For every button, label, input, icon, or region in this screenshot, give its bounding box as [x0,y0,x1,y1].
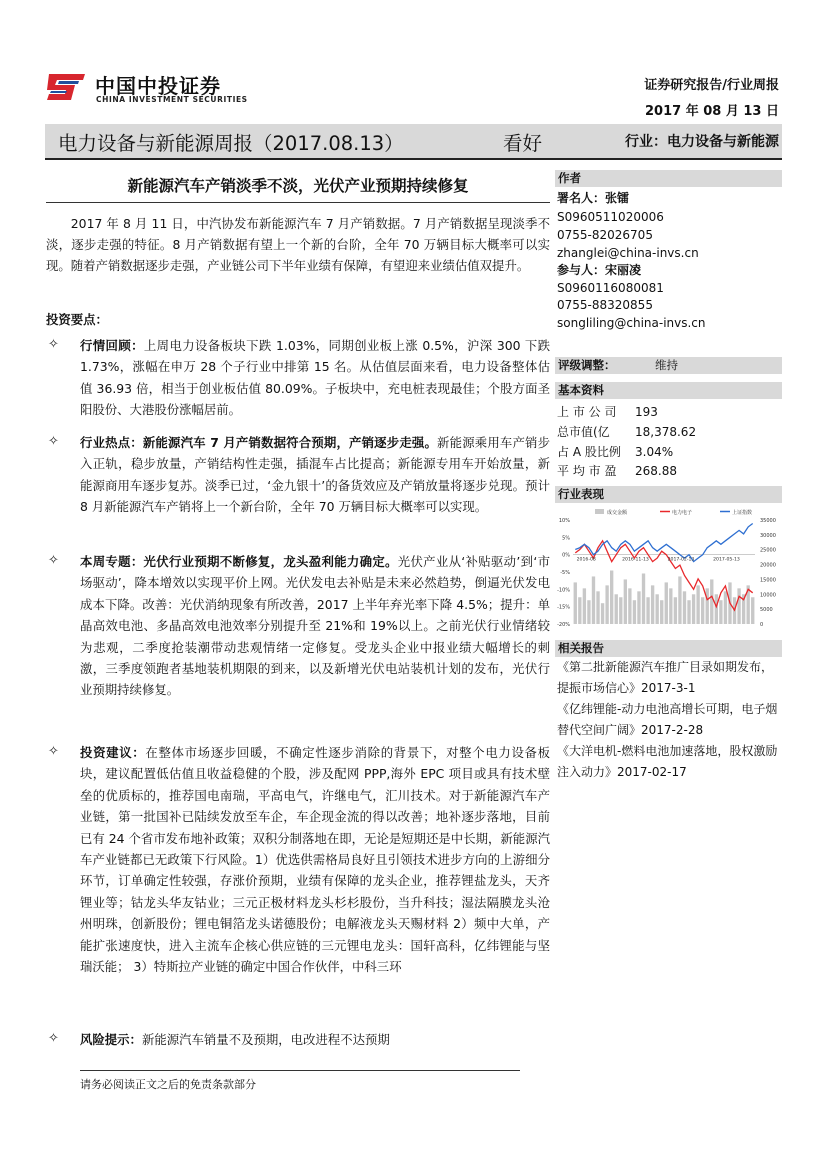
y-left-tick: -15% [557,604,570,611]
x-tick: 2017-02-13 [667,557,695,563]
volume-bar [706,588,709,624]
y-left-tick: -10% [557,587,570,594]
y-left-tick: 5% [562,535,570,542]
rating-adjust-header [555,357,782,374]
y-right-tick: 15000 [760,577,776,584]
bullet-text: 新能源汽车销量不及预期，电改进程不达预期 [141,1032,390,1047]
y-right-tick: 35000 [760,518,776,524]
volume-bar [642,573,645,624]
volume-bar [737,588,740,624]
volume-bar [665,582,668,624]
volume-bar [574,582,577,624]
diamond-bullet-icon: ✧ [48,1031,59,1046]
basic-info-value: 268.88 [635,464,677,478]
diamond-bullet-icon: ✧ [48,337,59,352]
volume-bar [701,597,704,624]
author-role: 署名人：张镭 [557,191,630,205]
y-right-tick: 0 [760,622,764,628]
y-left-tick: -5% [560,570,570,576]
volume-bar [674,597,677,624]
y-left-tick: 10% [558,518,570,524]
volume-bar [687,600,690,624]
intro-paragraph: 2017 年 8 月 11 日，中汽协发布新能源汽车 7 月产销数据。7 月产销数据呈现淡季不淡，逐步走强的特征。8 月产销数据有望上一个新的台阶，全年 70 万辆目标大概率可以实现。随着产销数据逐步走强，产业链公司下半年业绩有保障，有望迎来业绩估值双提升。 [46,216,550,273]
bullet-text: 新能源乘用车产销步入正轨，稳步放量，产销结构性走强，插混车占比提高；新能源专用车开始放量，新能源商用车逐步复苏。淡季已过，‘金九银十’的备货效应及产销放量将逐步兑现。预计 8 月新能源汽车产销将上一个新台阶，全年 70 万辆目标大概率可以实现。 [80,435,551,515]
basic-info-value: 193 [635,405,658,419]
basic-info-row [557,462,677,479]
bullet-title: 行情回顾： [80,338,144,353]
volume-bar [678,576,681,624]
y-left-tick: -20% [557,622,570,628]
rating-adjust-label: 评级调整： [558,358,616,372]
basic-info-key: 平 均 市 盈 [557,464,617,478]
y-right-tick: 10000 [760,592,776,599]
bullet-investment-advice [80,742,550,977]
author-license-id: S0960116080081 [557,281,664,295]
basic-info-key: 总市值(亿 [557,425,610,439]
author-phone: 0755-82026705 [557,228,653,242]
related-report-link[interactable]: 《大洋电机-燃料电池加速落地，股权激励注入动力》2017-02-17 [557,744,778,779]
volume-bar [596,591,599,624]
volume-bar [637,591,640,624]
volume-bar [651,585,654,624]
y-right-tick: 20000 [760,562,776,569]
author-email[interactable]: zhanglei@china-invs.cn [557,246,699,260]
volume-bar [624,579,627,624]
volume-bar [578,597,581,624]
related-reports-header: 相关报告 [555,640,782,657]
bullet-title: 本周专题：光伏行业预期不断修复，龙头盈利能力确定。 [80,554,398,569]
basic-info-key: 占 A 股比例 [557,445,621,459]
bullet-industry-hotspot [80,432,550,518]
volume-bar [619,597,622,624]
related-report-link[interactable]: 《第二批新能源汽车推广目录如期发布，提振市场信心》2017-3-1 [557,660,774,695]
diamond-bullet-icon: ✧ [48,434,59,449]
basic-info-row [557,403,658,420]
logo-english-name: CHINA INVESTMENT SECURITIES [96,95,248,104]
volume-bar [692,594,695,624]
investment-points-label: 投资要点： [46,312,108,327]
volume-bar [719,600,722,624]
disclaimer-note: 请务必阅读正文之后的免责条款部分 [80,1078,256,1091]
author-phone: 0755-88320855 [557,298,653,312]
volume-bar [696,585,699,624]
bullet-title: 行业热点：新能源汽车 7 月产销数据符合预期，产销逐步走强。 [80,435,438,450]
basic-info-value: 3.04% [635,445,674,459]
bullet-text: 光伏产业从‘补贴驱动’到‘市场驱动’，降本增效以实现平价上网。光伏发电去补贴是未来必然趋势，倒逼光伏发电成本下降。改善：光伏消纳现象有所改善，2017 上半年弃光率下降 4.5%；提升：单晶高效电池、多晶高效电池效率分别提升至 21%和 19%以上。之前光伏行业情绪较为悲观，二季度抢装潮带动悲观情绪一定修复。受龙头企业中报业绩大幅增长的刺激，三季度领跑者基地装机期限的到来，以及新增光伏电站装机计划的发布，光伏行业预期持续修复。 [80,554,550,698]
diamond-bullet-icon: ✧ [48,744,59,759]
report-type: 证券研究报告/行业周报 [644,78,779,93]
y-right-tick: 5000 [760,607,773,614]
bullet-title: 风险提示： [80,1032,142,1047]
diamond-bullet-icon: ✧ [48,553,59,568]
industry-label: 行业：电力设备与新能源 [625,134,779,150]
legend-label: 上证指数 [732,510,753,516]
rating-adjust-value: 维持 [655,358,678,372]
bullet-text: 上周电力设备板块下跌 1.03%，同期创业板上涨 0.5%，沪深 300 下跌 1.73%，涨幅在申万 28 个子行业中排第 15 名。从估值层面来看，电力设备整体估值 36.93 倍，相当于创业板估值 80.09%。子板块中，充电桩表现最佳；个股方面圣阳股份、大港股份涨幅居前。 [80,338,551,418]
volume-bar [715,594,718,624]
basic-info-row [557,443,673,460]
volume-bar [646,597,649,624]
article-headline: 新能源汽车产销淡季不淡，光伏产业预期持续修复 [127,177,469,195]
volume-bar [633,600,636,624]
basic-info-row [557,423,696,440]
bullet-risk-warning [80,1029,550,1050]
volume-bar [656,594,659,624]
y-right-tick: 25000 [760,547,776,554]
basic-info-key: 上 市 公 司 [557,405,617,419]
volume-bar [660,600,663,624]
y-right-tick: 30000 [760,532,776,539]
title-divider [45,158,782,160]
volume-bar [605,585,608,624]
volume-bar [583,588,586,624]
report-date: 2017 年 08 月 13 日 [645,104,779,119]
volume-bar [592,576,595,624]
x-tick: 2017-05-13 [713,557,740,563]
basic-info-header: 基本资料 [555,382,782,399]
volume-bar [628,588,631,624]
legend-label: 电力电子 [672,510,693,516]
volume-bar [601,603,604,624]
company-logo-icon [45,72,87,102]
legend-label: 成交金额 [607,510,628,516]
volume-bar [669,588,672,624]
author-role: 参与人：宋丽凌 [557,263,642,277]
authors-section-header: 作者 [555,170,782,187]
bullet-title: 投资建议： [80,745,146,760]
rating-label: 看好 [503,132,543,155]
volume-bar [724,591,727,624]
performance-chart [555,506,782,628]
logo-chinese-name: 中国中投证券 [95,74,221,98]
volume-bar [610,571,613,624]
bullet-weekly-topic [80,551,550,701]
bullet-market-review [80,335,550,421]
author-license-id: S0960511020006 [557,210,664,224]
volume-bar [587,600,590,624]
x-tick: 2016-08 [576,557,596,563]
x-tick: 2016-11-13 [622,557,649,563]
volume-bar [683,591,686,624]
basic-info-value: 18,378.62 [635,425,697,439]
headline-divider [46,202,550,203]
author-email[interactable]: songliling@china-invs.cn [557,316,706,330]
related-report-link[interactable]: 《亿纬锂能-动力电池高增长可期，电子烟替代空间广阔》2017-2-28 [557,702,778,737]
y-left-tick: 0% [562,552,570,559]
volume-bar [615,594,618,624]
legend-swatch [595,509,604,514]
volume-bar [751,597,754,624]
footer-divider [80,1070,520,1071]
performance-header: 行业表现 [555,486,782,503]
bullet-text: 在整体市场逐步回暖，不确定性逐步消除的背景下，对整个电力设备板块，建议配置低估值且收益稳健的个股，涉及配网 PPP,海外 EPC 项目或具有技术壁垒的优质标的，推荐国电南瑞，平高电气，许继电气，汇川技术。对于新能源汽车产业链，第一批国补已陆续发放至车企，车企现金流的得以改善；地补逐步落地，目前已有 24 个省市发布地补政策；双积分制落地在即，无论是短期还是中长期，新能源汽车产业链都已无政策下行风险。1）优选供需格局良好且引领技术进步方向的上游细分环节，订单确定性较强，存涨价预期，业绩有保障的龙头企业，推荐锂盐龙头，天齐锂业等；钴龙头华友钴业；三元正极材料龙头杉杉股份，当升科技；湿法隔膜龙头沧州明珠，创新股份；锂电铜箔龙头诺德股份；电解液龙头天赐材料 2）频中大单，产能扩张速度快，进入主流车企核心供应链的三元锂电龙头：国轩高科，亿纬锂能与坚瑞沃能； 3）特斯拉产业链的确定中国合作伙伴，中科三环 [80,745,551,975]
report-title: 电力设备与新能源周报（2017.08.13） [58,132,404,155]
volume-bar [710,579,713,624]
